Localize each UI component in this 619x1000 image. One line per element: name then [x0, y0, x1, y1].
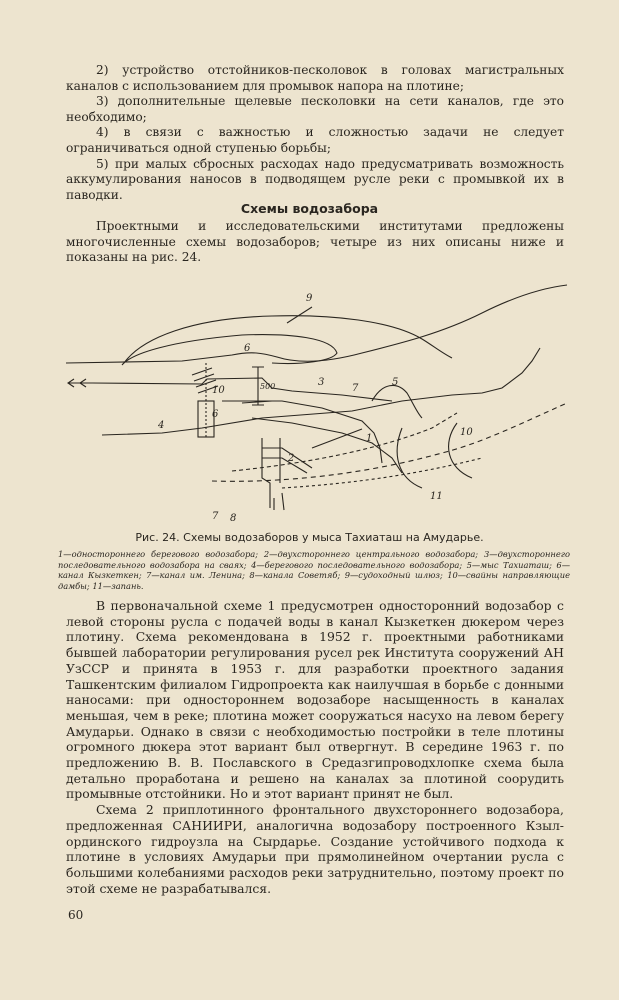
label-6a: 6: [244, 343, 251, 354]
label-8: 8: [230, 513, 237, 523]
figure-legend: 1—одностороннего берегового водозабора; 2—двухстороннего центрального водозабора; 3—двухстороннего последовательного водозабора на сваях; 4—берегового последовательного водозабора; 5—мыс Тахиаташ; 6—канал Кызкеткен; 7—канал им. Ленина; 8—канала Советяб; 9—судоходный шлюз; 10—свайны направляющие дамбы; 11—запань.: [58, 549, 570, 591]
label-10a: 10: [212, 385, 225, 396]
guide-dam-2: [232, 413, 457, 471]
spillway: [262, 448, 312, 473]
list-item: 4) в связи с важностью и сложностью задачи не следует ограничиваться одной ступенью борьбы;: [66, 125, 564, 155]
river-left-bank: [92, 378, 392, 401]
label-7a: 7: [352, 383, 359, 394]
label-4: 4: [158, 420, 165, 431]
recommendation-list: [66, 63, 564, 203]
page-number: 60: [68, 908, 84, 922]
boom-zapan: [397, 428, 422, 488]
label-6b: 6: [212, 409, 219, 420]
list-item: 3) дополнительные щелевые песколовки на сети каналов, где это необходимо;: [66, 94, 564, 124]
intake-scheme-figure: [62, 283, 572, 523]
body-paragraph: Схема 2 приплотинного фронтального двухстороннего водозабора, предложенная САНИИРИ, аналогична водозабору построенного Кзыл-ординского гидроузла на Сырдарье. Создание устойчивого подхода к плотине в условиях Амударьи при прямолинейном очертании русла с большими колебаниями расходов реки затруднительно, поэтому проект по этой схеме не разрабатывался.: [66, 802, 564, 896]
figure-caption: Рис. 24. Схемы водозаборов у мыса Тахиаташ на Амударье.: [135, 531, 484, 544]
intro-paragraph-block: [66, 219, 564, 266]
guide-dam: [212, 403, 567, 481]
label-7b: 7: [212, 511, 219, 522]
label-10b: 10: [460, 427, 473, 438]
label-dim: 500: [260, 382, 276, 391]
main-text: [66, 598, 564, 896]
list-item: 2) устройство отстойников-песколовок в головах магистральных каналов с использованием для промывок напора на плотине;: [66, 63, 564, 93]
intro-paragraph: Проектными и исследовательскими институтами предложены многочисленные схемы водозаборов; четыре из них описаны ниже и показаны на рис. 24.: [66, 219, 564, 265]
left-bank-line: [66, 285, 567, 363]
label-2: 2: [288, 453, 295, 464]
label-9: 9: [306, 293, 313, 304]
label-1: 1: [366, 433, 373, 444]
list-item: 5) при малых сбросных расходах надо предусматривать возможность аккумулирования наносов в подводящем русле реки с промывкой их в паводки.: [66, 156, 564, 202]
body-paragraph: В первоначальной схеме 1 предусмотрен односторонний водозабор с левой стороны русла с подачей воды в канал Кызкеткен дюкером через плотину. Схема рекомендована в 1952 г. проектными работниками бывшей лаборатории регулирования русел рек Института сооружений АН УзССР и принята в 1953 г. для разработки проектного задания Ташкентским филиалом Гидропроекта как наилучшая в борьбе с донными наносами: при одностороннем водозаборе насыщенность в каналах меньшая, чем в реке; плотина может сооружаться насухо на левом берегу Амударьи. Однако в связи с необходимостью постройки в теле плотины огромного дюкера этот вариант был отвергнут. В середине 1963 г. по предложению В. В. Пославского в Средазгипроводхлопке схема была детально проработана и решено на каналах за плотиной соорудить промывные отстойники. Но и этот вариант принят не был.: [66, 598, 564, 802]
label-3: 3: [318, 377, 325, 388]
flow-arrow: [68, 379, 92, 387]
section-heading: Схемы водозабора: [240, 201, 379, 216]
label-5: 5: [392, 377, 399, 388]
label-11: 11: [430, 491, 443, 502]
